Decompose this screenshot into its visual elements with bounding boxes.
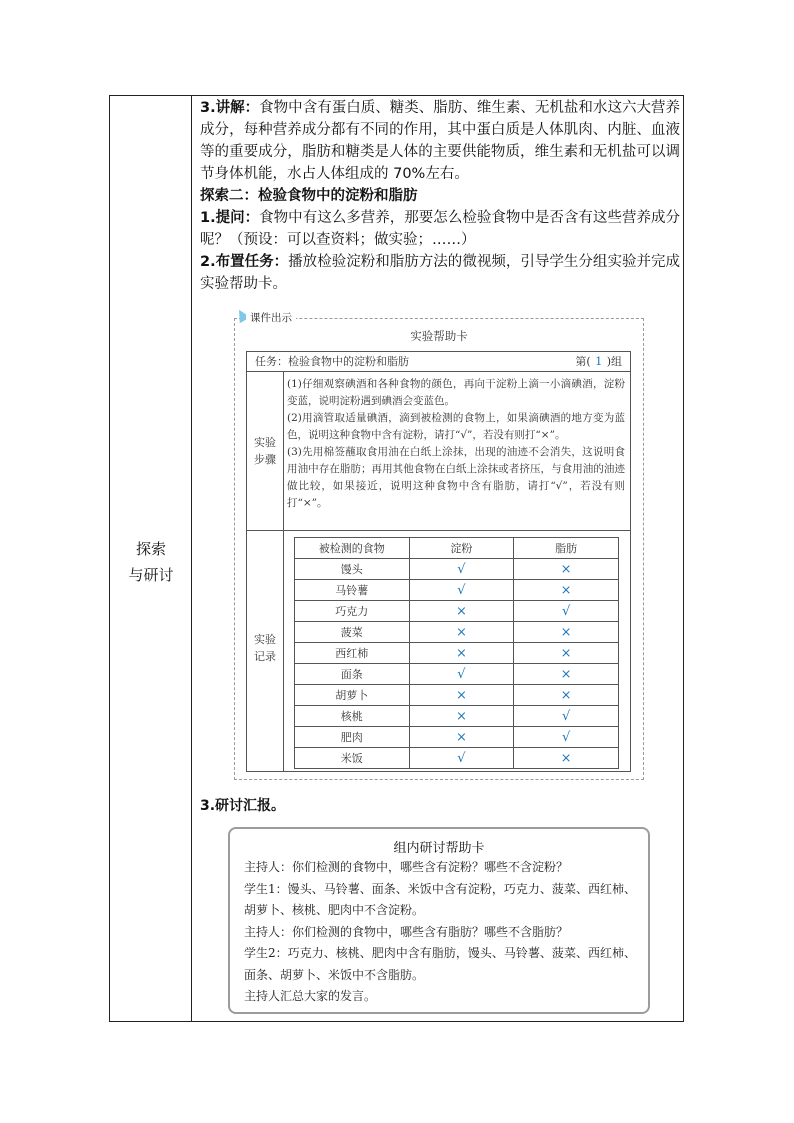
record-row <box>295 580 619 601</box>
header-starch: 淀粉 <box>409 538 514 559</box>
food-name-cell: 核桃 <box>295 706 410 727</box>
starch-result-cell: × <box>409 706 514 727</box>
dialog-line: 主持人：你们检测的食物中，哪些含有淀粉？哪些不含淀粉？ <box>244 860 569 874</box>
record-row <box>295 748 619 769</box>
steps-label-line-2: 步骤 <box>254 453 276 466</box>
fat-result-cell: × <box>514 622 619 643</box>
record-row <box>295 643 619 664</box>
task-row <box>247 352 630 372</box>
task-assign-label: 2.布置任务： <box>200 254 289 270</box>
record-row <box>295 559 619 580</box>
fat-result-cell: √ <box>514 601 619 622</box>
fat-result-cell: × <box>514 580 619 601</box>
record-label-line-2: 记录 <box>254 650 276 663</box>
left-label <box>110 536 192 588</box>
task-paragraph <box>200 251 680 295</box>
fat-result-cell: × <box>514 748 619 769</box>
question-label: 1.提问： <box>200 210 260 226</box>
fat-result-cell: √ <box>514 706 619 727</box>
starch-result-cell: √ <box>409 580 514 601</box>
food-name-cell: 肥肉 <box>295 727 410 748</box>
starch-result-cell: √ <box>409 748 514 769</box>
explore2-heading: 探索二：检验食物中的淀粉和脂肪 <box>200 188 418 204</box>
lecture-text: 食物中含有蛋白质、糖类、脂肪、维生素、无机盐和水这六大营养成分，每种营养成分都有不同的作用，其中蛋白质是人体肌肉、内脏、血液等的重要成分，脂肪和糖类是人体的主要供能物质，维生素和无机盐可以调节身体机能，水占人体组成的 70%左右。 <box>200 100 680 182</box>
dialog-line: 学生1：馒头、马铃薯、面条、米饭中含有淀粉，巧克力、菠菜、西红柿、胡萝卜、核桃、肥肉中不含淀粉。 <box>244 881 636 917</box>
header-fat: 脂肪 <box>514 538 619 559</box>
lecture-paragraph <box>200 97 680 185</box>
step-1: (1)仔细观察碘酒和各种食物的颜色，再向干淀粉上滴一小滴碘酒，淀粉变蓝，说明淀粉遇到碘酒会变蓝色。 <box>287 378 625 407</box>
dialog-line: 主持人汇总大家的发言。 <box>244 989 377 1003</box>
steps-text <box>287 376 625 512</box>
food-name-cell: 米饭 <box>295 748 410 769</box>
record-row <box>295 685 619 706</box>
task-assign-text: 播放检验淀粉和脂肪方法的微视频，引导学生分组实验并完成实验帮助卡。 <box>200 254 680 292</box>
record-label-line-1: 实验 <box>254 633 276 646</box>
record-row <box>295 664 619 685</box>
food-name-cell: 胡萝卜 <box>295 685 410 706</box>
group-number <box>575 352 622 372</box>
record-area <box>247 531 630 771</box>
starch-result-cell: √ <box>409 664 514 685</box>
left-column <box>110 96 192 1021</box>
record-label <box>247 631 283 665</box>
group-number-value: 1 <box>595 355 603 368</box>
question-paragraph <box>200 207 680 251</box>
content-area <box>200 97 680 295</box>
food-name-cell: 巧克力 <box>295 601 410 622</box>
fat-result-cell: × <box>514 559 619 580</box>
starch-result-cell: × <box>409 685 514 706</box>
food-name-cell: 马铃薯 <box>295 580 410 601</box>
record-table <box>294 537 619 769</box>
starch-result-cell: × <box>409 727 514 748</box>
group-card-title: 组内研讨帮助卡 <box>393 841 485 856</box>
step-3: (3)先用棉签蘸取食用油在白纸上涂抹，出现的油迹不会消失，这说明食用油中存在脂肪；再用其他食物在白纸上涂抹或者挤压，与食用油的油迹做比较，如果接近，说明这种食物中含有脂肪，请打“√”，若没有则打“×”。 <box>287 446 625 509</box>
starch-result-cell: × <box>409 643 514 664</box>
fat-result-cell: × <box>514 664 619 685</box>
section3-heading: 3.研讨汇报。 <box>200 798 286 814</box>
left-label-line-1: 探索 <box>135 540 166 558</box>
dialog-line: 学生2：巧克力、核桃、肥肉中含有脂肪，馒头、马铃薯、菠菜、西红柿、面条、胡萝卜、米饭中不含脂肪。 <box>244 946 636 982</box>
steps-label-line-1: 实验 <box>254 436 276 449</box>
record-row <box>295 706 619 727</box>
task-label: 任务：检验食物中的淀粉和脂肪 <box>255 355 409 368</box>
food-name-cell: 西红柿 <box>295 643 410 664</box>
record-row <box>295 601 619 622</box>
record-row <box>295 622 619 643</box>
steps-label <box>247 434 283 468</box>
step-2: (2)用滴管取适量碘酒，滴到被检测的食物上，如果滴碘酒的地方变为蓝色，说明这种食物中含有淀粉，请打“√”，若没有则打“×”。 <box>287 412 625 441</box>
group-suffix: )组 <box>606 355 622 368</box>
lecture-label: 3.讲解： <box>200 100 260 116</box>
left-label-line-2: 与研讨 <box>128 566 174 584</box>
record-row <box>295 727 619 748</box>
food-name-cell: 菠菜 <box>295 622 410 643</box>
courseware-tag: 课件出示 <box>246 310 296 325</box>
record-header-row <box>295 538 619 559</box>
experiment-grid <box>246 351 631 772</box>
group-discussion-card <box>228 827 650 1014</box>
starch-result-cell: × <box>409 601 514 622</box>
dialog-line: 主持人：你们检测的食物中，哪些含有脂肪？哪些不含脂肪？ <box>244 924 569 939</box>
fat-result-cell: × <box>514 643 619 664</box>
group-prefix: 第( <box>575 355 591 368</box>
food-name-cell: 馒头 <box>295 559 410 580</box>
group-card-lines <box>244 857 636 1008</box>
experiment-card-title: 实验帮助卡 <box>410 329 468 343</box>
starch-result-cell: × <box>409 622 514 643</box>
steps-row <box>247 372 630 531</box>
fat-result-cell: × <box>514 685 619 706</box>
header-food: 被检测的食物 <box>295 538 410 559</box>
food-name-cell: 面条 <box>295 664 410 685</box>
question-text: 食物中有这么多营养，那要怎么检验食物中是否含有这些营养成分呢？（预设：可以查资料；做实验；……） <box>200 210 680 248</box>
starch-result-cell: √ <box>409 559 514 580</box>
fat-result-cell: √ <box>514 727 619 748</box>
